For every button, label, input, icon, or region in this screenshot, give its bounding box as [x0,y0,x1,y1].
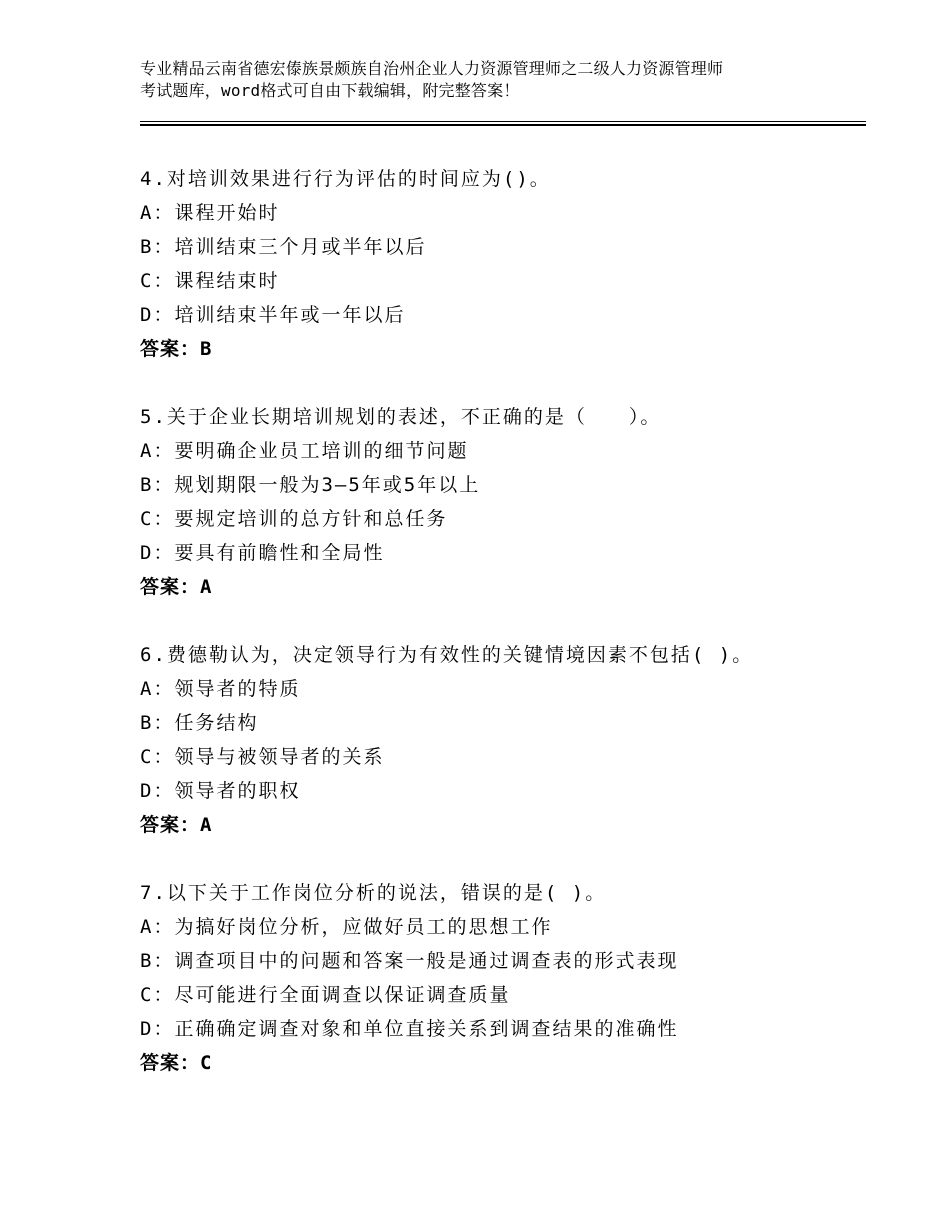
question-list [140,162,860,1114]
option-c: C：领导与被领导者的关系 [140,746,385,768]
question-stem: 4.对培训效果进行行为评估的时间应为()。 [140,168,551,190]
header-line-1: 专业精品云南省德宏傣族景颇族自治州企业人力资源管理师之二级人力资源管理师 [140,59,724,78]
header-rule-thin [140,121,866,122]
option-b: B：调查项目中的问题和答案一般是通过调查表的形式表现 [140,950,679,972]
question-6 [140,638,860,842]
header-line-2: 考试题库，word格式可自由下载编辑，附完整答案！ [140,81,520,100]
document-header [140,58,840,102]
question-stem: 5.关于企业长期培训规划的表述，不正确的是（ ）。 [140,406,662,428]
option-d: D：要具有前瞻性和全局性 [140,542,385,564]
question-5 [140,400,860,604]
answer-label: 答案：A [140,814,213,836]
option-c: C：尽可能进行全面调查以保证调查质量 [140,984,511,1006]
option-a: A：为搞好岗位分析，应做好员工的思想工作 [140,916,553,938]
option-b: B：规划期限一般为3—5年或5年以上 [140,474,481,496]
option-b: B：任务结构 [140,712,259,734]
option-a: A：课程开始时 [140,202,280,224]
option-d: D：正确确定调查对象和单位直接关系到调查结果的准确性 [140,1018,679,1040]
question-7 [140,876,860,1080]
answer-label: 答案：A [140,576,213,598]
question-stem: 7.以下关于工作岗位分析的说法，错误的是( )。 [140,882,607,904]
option-a: A：领导者的特质 [140,678,301,700]
option-c: C：课程结束时 [140,270,280,292]
question-4 [140,162,860,366]
answer-label: 答案：C [140,1052,213,1074]
option-d: D：培训结束半年或一年以后 [140,304,406,326]
option-d: D：领导者的职权 [140,780,301,802]
option-a: A：要明确企业员工培训的细节问题 [140,440,469,462]
answer-label: 答案：B [140,338,213,360]
option-c: C：要规定培训的总方针和总任务 [140,508,448,530]
option-b: B：培训结束三个月或半年以后 [140,236,427,258]
header-rule-thick [140,124,866,126]
question-stem: 6.费德勒认为，决定领导行为有效性的关键情境因素不包括( )。 [140,644,754,666]
